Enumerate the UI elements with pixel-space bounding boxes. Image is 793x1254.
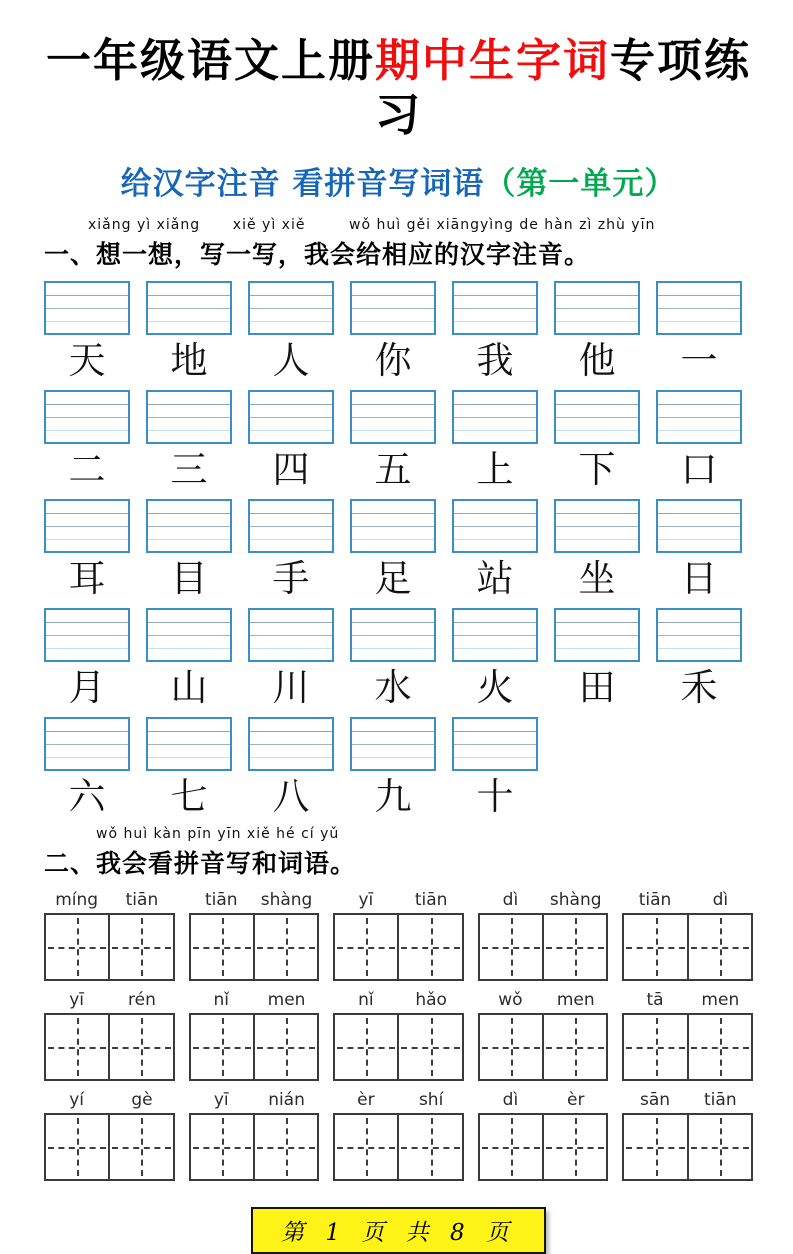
- writing-exercise: [44, 886, 753, 1181]
- word-block: [333, 986, 464, 1081]
- pinyin-syllable: èr: [567, 1089, 585, 1110]
- character-column: [452, 608, 538, 709]
- pinyin-syllable: sān: [639, 1089, 671, 1110]
- pinyin-syllable: gè: [131, 1089, 153, 1110]
- word-pinyin: [478, 986, 609, 1013]
- tianzige-grid: [189, 913, 320, 981]
- pinyin-syllable: míng: [55, 889, 99, 910]
- writing-cell[interactable]: [480, 1015, 542, 1079]
- pinyin-answer-box[interactable]: [554, 390, 640, 444]
- writing-cell[interactable]: [624, 915, 686, 979]
- character-column: [248, 499, 334, 600]
- pinyin-syllable: shàng: [260, 889, 313, 910]
- character-row: [44, 608, 753, 709]
- pinyin-answer-box[interactable]: [554, 281, 640, 335]
- writing-cell[interactable]: [191, 1115, 253, 1179]
- writing-cell[interactable]: [46, 915, 108, 979]
- word-block: [189, 1086, 320, 1181]
- page-subtitle: [44, 158, 753, 203]
- character-column: [248, 281, 334, 382]
- hanzi-character: 山: [170, 666, 208, 709]
- writing-cell[interactable]: [191, 1015, 253, 1079]
- character-column: [44, 390, 130, 491]
- pinyin-syllable: yí: [69, 1089, 85, 1110]
- pinyin-answer-box[interactable]: [350, 390, 436, 444]
- title-part-left: 一年级语文上册: [45, 34, 375, 87]
- word-block: [333, 886, 464, 981]
- character-row: [44, 390, 753, 491]
- hanzi-character: 下: [578, 448, 616, 491]
- pinyin-answer-box[interactable]: [248, 499, 334, 553]
- word-row: [44, 886, 753, 981]
- word-block: [44, 1086, 175, 1181]
- pinyin-syllable: rén: [128, 989, 156, 1010]
- pinyin-syllable: tiān: [638, 889, 672, 910]
- writing-cell[interactable]: [480, 915, 542, 979]
- character-column: [146, 608, 232, 709]
- character-column: [146, 390, 232, 491]
- hanzi-character: 地: [170, 339, 208, 382]
- hanzi-character: 水: [374, 666, 412, 709]
- writing-cell[interactable]: [253, 1015, 317, 1079]
- tianzige-grid: [622, 1013, 753, 1081]
- subtitle-main: 给汉字注音 看拼音写词语: [120, 166, 485, 202]
- pinyin-syllable: dì: [502, 889, 519, 910]
- word-pinyin: [44, 986, 175, 1013]
- tianzige-grid: [478, 1113, 609, 1181]
- tianzige-grid: [189, 1013, 320, 1081]
- word-pinyin: [333, 986, 464, 1013]
- hanzi-character: 目: [170, 557, 208, 600]
- pinyin-answer-box[interactable]: [452, 608, 538, 662]
- writing-cell[interactable]: [335, 1115, 397, 1179]
- hanzi-character: 六: [68, 775, 106, 818]
- writing-cell[interactable]: [397, 915, 461, 979]
- hanzi-character: 川: [272, 666, 310, 709]
- pinyin-answer-box[interactable]: [452, 281, 538, 335]
- pinyin-syllable: dì: [502, 1089, 519, 1110]
- section2-pinyin-annotation: wǒ huì kàn pīn yīn xiě hé cí yǔ: [96, 826, 340, 842]
- word-block: [622, 886, 753, 981]
- pinyin-answer-box[interactable]: [44, 281, 130, 335]
- word-pinyin: [478, 1086, 609, 1113]
- hanzi-character: 坐: [578, 557, 616, 600]
- word-block: [478, 1086, 609, 1181]
- writing-cell[interactable]: [108, 1115, 172, 1179]
- character-column: [44, 717, 130, 818]
- character-column: [350, 608, 436, 709]
- hanzi-character: 你: [374, 339, 412, 382]
- tianzige-grid: [478, 913, 609, 981]
- pinyin-answer-box[interactable]: [350, 717, 436, 771]
- character-column: [44, 608, 130, 709]
- hanzi-character: 九: [374, 775, 412, 818]
- word-block: [622, 986, 753, 1081]
- character-column: [554, 608, 640, 709]
- character-column: [146, 499, 232, 600]
- character-column: [350, 281, 436, 382]
- word-block: [622, 1086, 753, 1181]
- writing-cell[interactable]: [687, 1115, 751, 1179]
- character-column: [248, 717, 334, 818]
- word-pinyin: [622, 886, 753, 913]
- tianzige-grid: [333, 1013, 464, 1081]
- tianzige-grid: [622, 1113, 753, 1181]
- pinyin-syllable: yī: [213, 1089, 229, 1110]
- footer: [44, 1207, 753, 1254]
- hanzi-character: 十: [476, 775, 514, 818]
- word-pinyin: [189, 886, 320, 913]
- hanzi-character: 人: [272, 339, 310, 382]
- word-pinyin: [333, 886, 464, 913]
- writing-cell[interactable]: [542, 1115, 606, 1179]
- writing-cell[interactable]: [687, 1015, 751, 1079]
- hanzi-character: 禾: [680, 666, 718, 709]
- word-pinyin: [44, 1086, 175, 1113]
- pinyin-syllable: men: [556, 989, 595, 1010]
- tianzige-grid: [478, 1013, 609, 1081]
- writing-cell[interactable]: [108, 1015, 172, 1079]
- word-pinyin: [44, 886, 175, 913]
- tianzige-grid: [44, 1113, 175, 1181]
- word-pinyin: [189, 1086, 320, 1113]
- character-column: [146, 281, 232, 382]
- pinyin-answer-box[interactable]: [350, 499, 436, 553]
- character-column: [44, 281, 130, 382]
- pinyin-answer-box[interactable]: [146, 390, 232, 444]
- subtitle-unit: （第一单元）: [484, 166, 677, 202]
- character-column: [248, 608, 334, 709]
- character-column: [656, 608, 742, 709]
- character-column: [554, 281, 640, 382]
- character-row: [44, 717, 753, 818]
- page-number-badge: 第 1 页 共 8 页: [251, 1207, 546, 1254]
- hanzi-character: 七: [170, 775, 208, 818]
- character-column: [452, 390, 538, 491]
- hanzi-character: 二: [68, 448, 106, 491]
- tianzige-grid: [333, 913, 464, 981]
- tianzige-grid: [622, 913, 753, 981]
- word-pinyin: [622, 986, 753, 1013]
- hanzi-character: 八: [272, 775, 310, 818]
- character-row: [44, 281, 753, 382]
- pinyin-syllable: wǒ: [498, 989, 523, 1010]
- pinyin-answer-box[interactable]: [146, 717, 232, 771]
- character-column: [350, 499, 436, 600]
- hanzi-character: 日: [680, 557, 718, 600]
- pinyin-answer-box[interactable]: [452, 717, 538, 771]
- pinyin-syllable: nǐ: [358, 989, 374, 1010]
- character-column: [452, 717, 538, 818]
- pinyin-answer-box[interactable]: [146, 499, 232, 553]
- word-block: [333, 1086, 464, 1181]
- pinyin-syllable: èr: [357, 1089, 375, 1110]
- section1-heading: 一、想一想，写一写，我会给相应的汉字注音。: [44, 240, 591, 269]
- hanzi-character: 站: [476, 557, 514, 600]
- pinyin-answer-box[interactable]: [656, 608, 742, 662]
- title-part-highlight: 期中生字词: [374, 34, 610, 87]
- annotation-exercise: [44, 281, 753, 818]
- hanzi-character: 天: [68, 339, 106, 382]
- character-column: [44, 499, 130, 600]
- pinyin-answer-box[interactable]: [44, 499, 130, 553]
- pinyin-syllable: men: [701, 989, 740, 1010]
- pinyin-answer-box[interactable]: [554, 499, 640, 553]
- word-pinyin: [622, 1086, 753, 1113]
- pinyin-answer-box[interactable]: [248, 281, 334, 335]
- word-pinyin: [189, 986, 320, 1013]
- pinyin-answer-box[interactable]: [248, 390, 334, 444]
- pinyin-answer-box[interactable]: [44, 717, 130, 771]
- hanzi-character: 我: [476, 339, 514, 382]
- pinyin-syllable: tiān: [125, 889, 159, 910]
- pinyin-answer-box[interactable]: [350, 608, 436, 662]
- pinyin-syllable: yī: [358, 889, 374, 910]
- writing-cell[interactable]: [335, 1015, 397, 1079]
- pinyin-answer-box[interactable]: [44, 390, 130, 444]
- character-column: [248, 390, 334, 491]
- character-column: [656, 281, 742, 382]
- character-row: [44, 499, 753, 600]
- writing-cell[interactable]: [253, 1115, 317, 1179]
- character-column: [656, 499, 742, 600]
- hanzi-character: 足: [374, 557, 412, 600]
- character-column: [350, 717, 436, 818]
- hanzi-character: 口: [680, 448, 718, 491]
- hanzi-character: 一: [680, 339, 718, 382]
- pinyin-syllable: nǐ: [213, 989, 229, 1010]
- tianzige-grid: [44, 1013, 175, 1081]
- character-column: [350, 390, 436, 491]
- tianzige-grid: [333, 1113, 464, 1181]
- pinyin-answer-box[interactable]: [44, 608, 130, 662]
- hanzi-character: 手: [272, 557, 310, 600]
- writing-cell[interactable]: [542, 1015, 606, 1079]
- hanzi-character: 上: [476, 448, 514, 491]
- word-pinyin: [478, 886, 609, 913]
- hanzi-character: 月: [68, 666, 106, 709]
- pinyin-syllable: yī: [69, 989, 85, 1010]
- pinyin-answer-box[interactable]: [350, 281, 436, 335]
- writing-cell[interactable]: [108, 915, 172, 979]
- pinyin-syllable: shàng: [549, 889, 602, 910]
- writing-cell[interactable]: [253, 915, 317, 979]
- word-block: [44, 986, 175, 1081]
- writing-cell[interactable]: [397, 1015, 461, 1079]
- word-pinyin: [333, 1086, 464, 1113]
- hanzi-character: 火: [476, 666, 514, 709]
- tianzige-grid: [189, 1113, 320, 1181]
- writing-cell[interactable]: [397, 1115, 461, 1179]
- writing-cell[interactable]: [335, 915, 397, 979]
- writing-cell[interactable]: [46, 1115, 108, 1179]
- hanzi-character: 五: [374, 448, 412, 491]
- word-block: [189, 886, 320, 981]
- pinyin-answer-box[interactable]: [452, 499, 538, 553]
- character-column: [146, 717, 232, 818]
- hanzi-character: 他: [578, 339, 616, 382]
- pinyin-syllable: shí: [418, 1089, 444, 1110]
- pinyin-syllable: hǎo: [415, 989, 447, 1010]
- pinyin-syllable: nián: [268, 1089, 305, 1110]
- word-row: [44, 1086, 753, 1181]
- pinyin-syllable: dì: [712, 889, 729, 910]
- word-block: [189, 986, 320, 1081]
- pinyin-answer-box[interactable]: [656, 499, 742, 553]
- section2-heading: 二、我会看拼音写和词语。: [44, 849, 357, 878]
- writing-cell[interactable]: [624, 1015, 686, 1079]
- word-block: [478, 986, 609, 1081]
- hanzi-character: 耳: [68, 557, 106, 600]
- character-column: [554, 499, 640, 600]
- pinyin-answer-box[interactable]: [248, 608, 334, 662]
- character-column: [452, 499, 538, 600]
- word-block: [478, 886, 609, 981]
- pinyin-syllable: men: [267, 989, 306, 1010]
- writing-cell[interactable]: [542, 915, 606, 979]
- pinyin-syllable: tiān: [704, 1089, 737, 1110]
- pinyin-answer-box[interactable]: [656, 390, 742, 444]
- page-title: [44, 34, 753, 142]
- pinyin-answer-box[interactable]: [146, 608, 232, 662]
- pinyin-answer-box[interactable]: [452, 390, 538, 444]
- writing-cell[interactable]: [480, 1115, 542, 1179]
- pinyin-answer-box[interactable]: [554, 608, 640, 662]
- section1-pinyin-annotation: xiǎng yì xiǎng xiě yì xiě wǒ huì gěi xiāngyìng de hàn zì zhù yīn: [88, 217, 656, 233]
- pinyin-syllable: tiān: [204, 889, 238, 910]
- pinyin-syllable: tiān: [414, 889, 448, 910]
- word-row: [44, 986, 753, 1081]
- writing-cell[interactable]: [191, 915, 253, 979]
- tianzige-grid: [44, 913, 175, 981]
- hanzi-character: 三: [170, 448, 208, 491]
- writing-cell[interactable]: [46, 1015, 108, 1079]
- pinyin-syllable: tā: [646, 989, 664, 1010]
- pinyin-answer-box[interactable]: [248, 717, 334, 771]
- writing-cell[interactable]: [624, 1115, 686, 1179]
- hanzi-character: 四: [272, 448, 310, 491]
- character-column: [554, 390, 640, 491]
- hanzi-character: 田: [578, 666, 616, 709]
- word-block: [44, 886, 175, 981]
- writing-cell[interactable]: [687, 915, 751, 979]
- pinyin-answer-box[interactable]: [146, 281, 232, 335]
- title-part-right: 专项练习: [374, 34, 752, 141]
- character-column: [452, 281, 538, 382]
- pinyin-answer-box[interactable]: [656, 281, 742, 335]
- character-column: [656, 390, 742, 491]
